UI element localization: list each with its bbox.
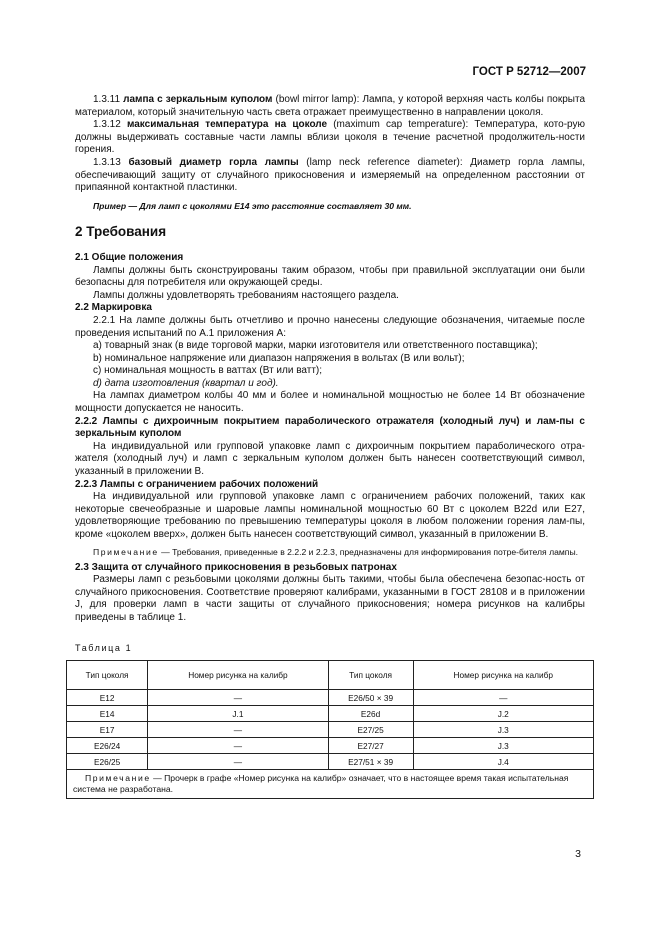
paragraph: На индивидуальной или групповой упаковке ламп с дихроичным покрытием параболического отра-жателя (холодный луч) и ламп с зеркальным куполом должен быть нанесен соответствующий символ, указанный в приложении В.	[75, 440, 585, 478]
table-cell: Е14	[67, 706, 148, 722]
definition-1-3-12: 1.3.12 максимальная температура на цоколе (maximum cap temperature): Температура, кото-рую должны выдерживать составные части лампы вблизи цоколя в течение расчетной продолжитель-ности горения.	[75, 119, 585, 156]
list-item: c) номинальная мощность в ваттах (Вт или ватт);	[93, 365, 323, 377]
table-note: Примечание — Прочерк в графе «Номер рисунка на калибр» означает, что в настоящее время такая испытательная система не разработана.	[67, 770, 594, 799]
table-cell: Е26/25	[67, 754, 148, 770]
list-item: b) номинальное напряжение или диапазон напряжения в вольтах (В или вольт);	[93, 352, 465, 364]
table-row	[67, 754, 594, 770]
paragraph: Размеры ламп с резьбовыми цоколями должны быть такими, чтобы была обеспечена безопас-ность от случайного прикосновения. Соответствие проверяют калибрами, указанными в ГОСТ 28108 и в приложении J, для проверки ламп в части защиты от случайного прикосновения; номера рисунков на калибры приведены в таблице 1.	[75, 574, 585, 623]
subsection-heading-2-2: 2.2 Маркировка	[75, 302, 152, 314]
table-cell: J.2	[413, 706, 594, 722]
paragraph: На лампах диаметром колбы 40 мм и более и номинальной мощностью не более 14 Вт обозначение мощности допускается не наносить.	[75, 390, 585, 415]
paragraph-2-2-1: 2.2.1 На лампе должны быть отчетливо и прочно нанесены следующие обозначения, читаемые после проведения испытаний по А.1 приложения А:	[75, 314, 585, 339]
subsection-heading-2-2-2: 2.2.2 Лампы с дихроичным покрытием параболического отражателя (холодный луч) и лам-пы с зеркальным куполом	[75, 415, 585, 440]
column-header: Тип цоколя	[67, 661, 148, 690]
table-cell: Е26/24	[67, 738, 148, 754]
table-row	[67, 690, 594, 706]
definition-1-3-13: 1.3.13 базовый диаметр горла лампы (lamp neck reference diameter): Диаметр горла лампы, обеспечивающий защиту от случайного прикосновения и измеряемый на определенном расстоянии от припаянной контактной пластинки.	[75, 156, 586, 194]
table-cell: —	[148, 738, 328, 754]
table-cell: Е12	[67, 690, 148, 706]
table-cell: Е26d	[328, 706, 413, 722]
subsection-heading-2-2-3: 2.2.3 Лампы с ограничением рабочих положений	[75, 478, 319, 490]
table-row	[67, 706, 594, 722]
term: максимальная температура на цоколе	[126, 119, 328, 131]
table-cell: J.1	[148, 706, 328, 722]
table-cell: Е17	[67, 722, 148, 738]
section-heading: 2 Требования	[75, 224, 167, 240]
paragraph: На индивидуальной или групповой упаковке ламп с ограничением рабочих положений, таких как некоторые свечеобразные и шаровые лампы номинальной мощностью 60 Вт с цоколем В22d или Е27, удовлетворяющие требованию по превышению температуры цоколя в любом положении горения лам-пы, кроме «цоколем вверх», должен быть нанесен соответствующий символ, указанный в приложении В.	[75, 491, 585, 540]
table-cell: J.3	[413, 722, 594, 738]
document-id: ГОСТ Р 52712—2007	[472, 66, 586, 78]
column-header: Номер рисунка на калибр	[148, 661, 328, 690]
definition-1-3-11: 1.3.11 лампа с зеркальным куполом (bowl mirror lamp): Лампа, у которой верхняя часть колбы покрыта материалом, который значительную часть света отражает преимущественно в направлении цоколя.	[75, 94, 586, 118]
table-cell: —	[413, 690, 594, 706]
table-cell: —	[148, 690, 328, 706]
page-content	[75, 94, 585, 799]
example-note: Пример — Для ламп с цоколями Е14 это расстояние составляет 30 мм.	[93, 200, 412, 211]
table-cell: Е27/25	[328, 722, 413, 738]
table-caption: Таблица 1	[75, 642, 133, 653]
list-item: d) дата изготовления (квартал и год).	[93, 377, 279, 389]
table-cell: Е27/27	[328, 738, 413, 754]
table-cell: —	[148, 722, 328, 738]
note: Примечание — Требования, приведенные в 2.2.2 и 2.2.3, предназначены для информирования потре-бителя лампы.	[93, 546, 579, 557]
page-number: 3	[575, 848, 581, 860]
table-cell: Е26/50 × 39	[328, 690, 413, 706]
table-cell: Е27/51 × 39	[328, 754, 413, 770]
table-note-row	[67, 770, 594, 799]
table-row	[67, 738, 594, 754]
column-header: Тип цоколя	[328, 661, 413, 690]
data-table	[66, 660, 594, 799]
term: базовый диаметр горла лампы	[128, 156, 299, 168]
table-cell: J.3	[413, 738, 594, 754]
table-header-row	[67, 661, 594, 690]
table-row	[67, 722, 594, 738]
column-header: Номер рисунка на калибр	[413, 661, 594, 690]
term: лампа с зеркальным куполом	[123, 94, 273, 105]
table-cell: —	[148, 754, 328, 770]
paragraph: Лампы должны быть сконструированы таким образом, чтобы при правильной эксплуатации они были безопасны для потребителя или окружающей среды.	[75, 264, 585, 289]
subsection-heading-2-1: 2.1 Общие положения	[75, 251, 184, 263]
list-item: a) товарный знак (в виде торговой марки, марки изготовителя или ответственного поставщика);	[93, 340, 538, 352]
table-cell: J.4	[413, 754, 594, 770]
subsection-heading-2-3: 2.3 Защита от случайного прикосновения в резьбовых патронах	[75, 561, 397, 573]
paragraph: Лампы должны удовлетворять требованиям настоящего раздела.	[93, 289, 399, 301]
